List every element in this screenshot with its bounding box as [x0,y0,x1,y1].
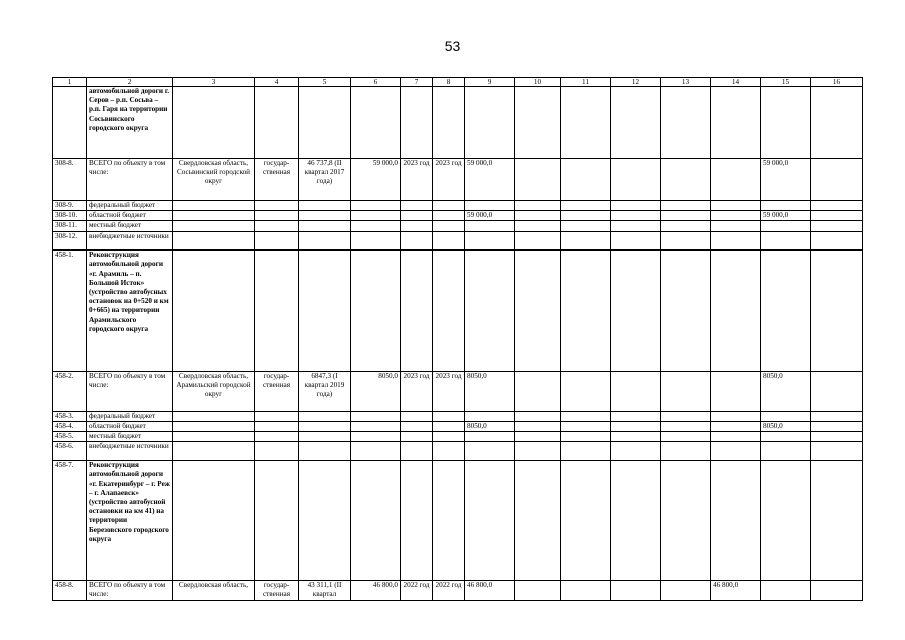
value-cell [561,201,611,211]
value-cell: 59 000,0 [761,211,811,221]
value-cell [711,201,761,211]
table-row [53,159,863,201]
description-cell: внебюджетные источники [87,442,173,461]
header-cell: 14 [711,78,761,87]
value-cell [255,432,299,442]
value-cell [611,221,661,231]
value-cell: Свердловская область, [173,581,255,601]
value-cell [255,201,299,211]
row-number-cell: 308-10. [53,211,87,221]
value-cell [711,461,761,581]
value-cell [465,201,515,211]
value-cell [465,231,515,250]
value-cell [351,221,401,231]
value-cell [611,411,661,421]
table-row [53,221,863,231]
value-cell [465,411,515,421]
description-cell: федеральный бюджет [87,201,173,211]
value-cell [711,421,761,431]
row-number-cell: 458-1. [53,250,87,371]
value-cell: 46 800,0 [711,581,761,601]
value-cell [811,461,863,581]
header-cell: 13 [661,78,711,87]
value-cell [611,211,661,221]
value-cell [433,442,465,461]
value-cell [299,231,351,250]
table-row [53,432,863,442]
value-cell [351,411,401,421]
value-cell [761,250,811,371]
value-cell [661,581,711,601]
value-cell [711,411,761,421]
value-cell: 2022 год [401,581,433,601]
value-cell [661,411,711,421]
value-cell [611,201,661,211]
value-cell [401,421,433,431]
value-cell [761,231,811,250]
value-cell: 46 800,0 [465,581,515,601]
table-row [53,250,863,371]
value-cell [173,250,255,371]
value-cell [401,87,433,159]
value-cell [173,432,255,442]
value-cell [561,581,611,601]
value-cell [811,159,863,201]
value-cell [811,231,863,250]
value-cell [299,461,351,581]
value-cell [299,421,351,431]
row-number-cell [53,87,87,159]
value-cell: 2023 год [433,371,465,411]
value-cell [561,221,611,231]
value-cell [255,87,299,159]
value-cell: 8050,0 [761,421,811,431]
header-cell: 9 [465,78,515,87]
value-cell [811,411,863,421]
value-cell [433,221,465,231]
description-cell: областной бюджет [87,211,173,221]
header-cell: 1 [53,78,87,87]
value-cell [811,371,863,411]
value-cell [255,250,299,371]
table-row [53,231,863,250]
value-cell [711,87,761,159]
table-row [53,201,863,211]
value-cell [433,87,465,159]
value-cell [299,211,351,221]
value-cell [661,231,711,250]
value-cell: 2023 год [401,159,433,201]
value-cell [351,421,401,431]
value-cell [515,411,561,421]
header-cell: 12 [611,78,661,87]
value-cell [661,461,711,581]
value-cell: 2022 год [433,581,465,601]
value-cell: 8050,0 [465,421,515,431]
value-cell [661,211,711,221]
value-cell [173,461,255,581]
row-number-cell: 458-8. [53,581,87,601]
description-cell: ВСЕГО по объекту в том числе: [87,581,173,601]
value-cell [401,221,433,231]
value-cell: Свердловская область, Сосьвинский городской округ [173,159,255,201]
value-cell: 2023 год [433,159,465,201]
value-cell [811,432,863,442]
value-cell [811,250,863,371]
value-cell [433,421,465,431]
value-cell [465,250,515,371]
description-cell: внебюджетные источники [87,231,173,250]
value-cell [661,201,711,211]
value-cell [711,442,761,461]
value-cell [561,159,611,201]
value-cell: 59 000,0 [351,159,401,201]
header-cell: 7 [401,78,433,87]
description-cell: местный бюджет [87,221,173,231]
value-cell [173,221,255,231]
value-cell [433,250,465,371]
value-cell [351,432,401,442]
header-cell: 15 [761,78,811,87]
row-number-cell: 458-3. [53,411,87,421]
value-cell: 2023 год [401,371,433,411]
value-cell [711,250,761,371]
value-cell [401,432,433,442]
value-cell [515,421,561,431]
table-row [53,461,863,581]
value-cell [811,201,863,211]
description-cell: Реконструкция автомобильной дороги «г. Екатеринбург – г. Реж – г. Алапаевск» (устройство автобусной остановки на км 41) на территории Березовского городского округа [87,461,173,581]
table-row [53,411,863,421]
value-cell [299,221,351,231]
row-number-cell: 458-5. [53,432,87,442]
value-cell [661,87,711,159]
value-cell [611,87,661,159]
value-cell [611,159,661,201]
value-cell [433,411,465,421]
value-cell [561,231,611,250]
value-cell [611,231,661,250]
value-cell [255,411,299,421]
value-cell [611,250,661,371]
value-cell [515,201,561,211]
value-cell [811,211,863,221]
value-cell [401,461,433,581]
value-cell [811,221,863,231]
value-cell [465,442,515,461]
value-cell [351,250,401,371]
value-cell [711,371,761,411]
page-number: 53 [444,38,461,54]
value-cell: 8050,0 [351,371,401,411]
value-cell [255,461,299,581]
value-cell [611,442,661,461]
value-cell [515,221,561,231]
value-cell [401,250,433,371]
value-cell [173,201,255,211]
header-cell: 6 [351,78,401,87]
value-cell [711,159,761,201]
value-cell [173,411,255,421]
value-cell [515,87,561,159]
value-cell [173,421,255,431]
value-cell [255,221,299,231]
value-cell [465,87,515,159]
value-cell [255,421,299,431]
value-cell [465,432,515,442]
value-cell [515,250,561,371]
value-cell [811,581,863,601]
description-cell: федеральный бюджет [87,411,173,421]
row-number-cell: 308-12. [53,231,87,250]
value-cell [299,411,351,421]
header-cell: 2 [87,78,173,87]
value-cell [433,231,465,250]
value-cell: государ-ственная [255,371,299,411]
value-cell [661,159,711,201]
description-cell: ВСЕГО по объекту в том числе: [87,159,173,201]
value-cell [561,411,611,421]
value-cell [661,432,711,442]
header-cell: 16 [811,78,863,87]
value-cell: 46 800,0 [351,581,401,601]
header-cell: 8 [433,78,465,87]
value-cell [661,421,711,431]
value-cell [433,211,465,221]
value-cell [401,442,433,461]
value-cell [561,250,611,371]
value-cell [761,461,811,581]
header-cell: 10 [515,78,561,87]
value-cell [173,231,255,250]
value-cell [611,461,661,581]
value-cell [401,201,433,211]
value-cell: 46 737,8 (II квартал 2017 года) [299,159,351,201]
row-number-cell: 308-11. [53,221,87,231]
value-cell: 59 000,0 [465,159,515,201]
value-cell [515,442,561,461]
value-cell [299,250,351,371]
value-cell [661,442,711,461]
value-cell [811,421,863,431]
value-cell [711,221,761,231]
value-cell [561,211,611,221]
value-cell: Свердловская область, Арамильский городской округ [173,371,255,411]
header-cell: 4 [255,78,299,87]
value-cell [561,421,611,431]
table-row [53,581,863,601]
value-cell [515,461,561,581]
value-cell [299,432,351,442]
value-cell [761,411,811,421]
row-number-cell: 308-9. [53,201,87,211]
value-cell [255,442,299,461]
value-cell [611,432,661,442]
header-cell: 3 [173,78,255,87]
value-cell [255,211,299,221]
value-cell [561,442,611,461]
table-row [53,87,863,159]
value-cell [711,231,761,250]
table-row [53,371,863,411]
value-cell: государ-ственная [255,159,299,201]
value-cell [761,442,811,461]
value-cell [611,581,661,601]
description-cell: местный бюджет [87,432,173,442]
value-cell [401,211,433,221]
value-cell [433,461,465,581]
value-cell [255,231,299,250]
value-cell [515,371,561,411]
value-cell [173,211,255,221]
description-cell: областной бюджет [87,421,173,431]
value-cell [611,371,661,411]
value-cell: 8050,0 [761,371,811,411]
value-cell [761,432,811,442]
table-row [53,442,863,461]
value-cell [433,432,465,442]
table-body [53,78,863,601]
header-cell: 11 [561,78,611,87]
value-cell [299,201,351,211]
value-cell [561,461,611,581]
row-number-cell: 458-4. [53,421,87,431]
value-cell [761,221,811,231]
value-cell [515,231,561,250]
value-cell [401,411,433,421]
description-cell: автомобильной дороги г. Серов – р.п. Сосьва – р.п. Гаря на территории Сосьвинского городского округа [87,87,173,159]
value-cell [661,371,711,411]
value-cell [711,211,761,221]
value-cell [561,432,611,442]
investment-table [52,77,863,601]
value-cell [433,201,465,211]
value-cell [515,159,561,201]
value-cell [811,87,863,159]
value-cell [811,442,863,461]
value-cell [173,442,255,461]
description-cell: Реконструкция автомобильной дороги «г. Арамиль – п. Большой Исток» (устройство автобусных остановок на 0+520 и км 0+665) на территории Арамильского городского округа [87,250,173,371]
value-cell [561,87,611,159]
value-cell [351,442,401,461]
value-cell [401,231,433,250]
value-cell: 43 311,1 (II квартал [299,581,351,601]
row-number-cell: 458-7. [53,461,87,581]
value-cell [173,87,255,159]
value-cell [351,461,401,581]
value-cell [515,211,561,221]
value-cell [711,432,761,442]
value-cell: 8050,0 [465,371,515,411]
value-cell [661,221,711,231]
value-cell [299,442,351,461]
value-cell [561,371,611,411]
row-number-cell: 458-2. [53,371,87,411]
value-cell [465,221,515,231]
value-cell [351,231,401,250]
table-row [53,211,863,221]
value-cell [515,581,561,601]
value-cell [761,581,811,601]
value-cell: 6847,3 (I квартал 2019 года) [299,371,351,411]
header-row [53,78,863,87]
row-number-cell: 308-8. [53,159,87,201]
table-row [53,421,863,431]
value-cell: государ-ственная [255,581,299,601]
value-cell [761,201,811,211]
value-cell [351,87,401,159]
value-cell: 59 000,0 [465,211,515,221]
value-cell [465,461,515,581]
value-cell: 59 000,0 [761,159,811,201]
value-cell [351,211,401,221]
row-number-cell: 458-6. [53,442,87,461]
header-cell: 5 [299,78,351,87]
value-cell [299,87,351,159]
value-cell [761,87,811,159]
value-cell [351,201,401,211]
value-cell [515,432,561,442]
value-cell [611,421,661,431]
description-cell: ВСЕГО по объекту в том числе: [87,371,173,411]
value-cell [661,250,711,371]
